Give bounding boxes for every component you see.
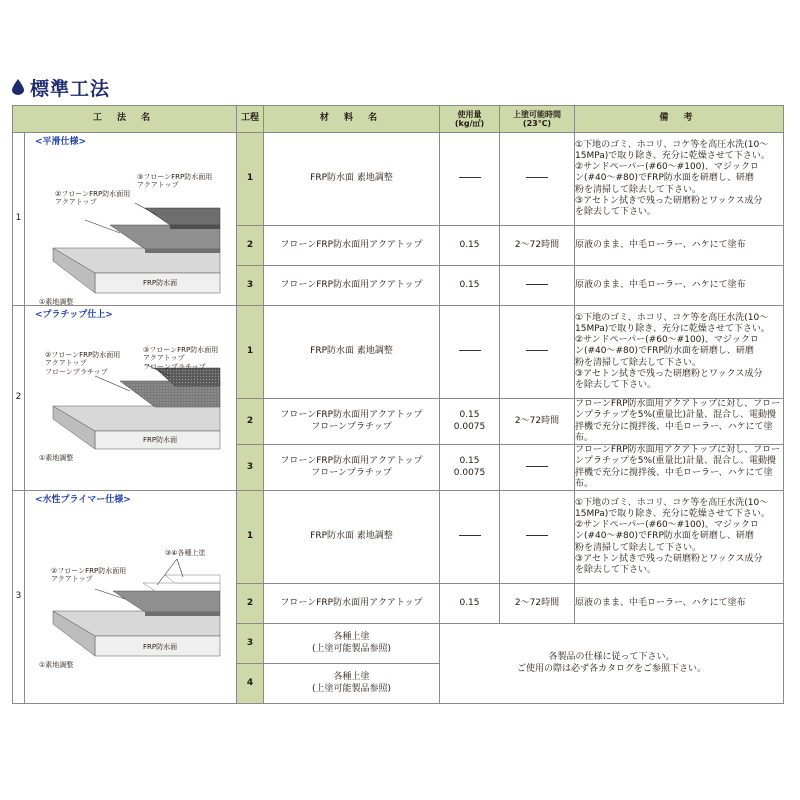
usage-value: 0.15 xyxy=(440,226,500,266)
material-name: 各種上塗 (上塗可能製品参照) xyxy=(264,664,440,704)
dash-mark xyxy=(459,535,481,536)
method-illustration xyxy=(25,306,237,491)
dash-mark xyxy=(526,284,548,285)
material-name: FRP防水面 素地調整 xyxy=(264,133,440,226)
water-drop-icon xyxy=(12,79,24,95)
usage-value xyxy=(440,306,500,399)
step-number: 2 xyxy=(237,584,264,624)
layer-label-bottom: ①素地調整 xyxy=(39,454,74,462)
step-number: 1 xyxy=(237,133,264,226)
page-title: 標準工法 xyxy=(30,77,111,100)
method-number: 1 xyxy=(13,133,25,306)
layer-label-bottom: ①素地調整 xyxy=(39,298,74,306)
dash-mark xyxy=(459,350,481,351)
method-illustration xyxy=(25,133,237,306)
table-row xyxy=(13,133,784,226)
material-name: 各種上塗 (上塗可能製品参照) xyxy=(264,624,440,664)
dash-mark xyxy=(526,466,548,467)
step-number: 2 xyxy=(237,226,264,266)
layer-label-middle: ②フローンFRP防水面用 アクアトップ xyxy=(51,567,127,584)
usage-value: 0.15 0.0075 xyxy=(440,445,500,491)
header-usage: 使用量 (kg/㎡) xyxy=(440,106,500,133)
material-name: フローンFRP防水面用アクアトップ フローンプラチップ xyxy=(264,445,440,491)
recoat-time: 2～72時間 xyxy=(500,399,575,445)
layer-diagram xyxy=(25,133,237,313)
method-illustration xyxy=(25,491,237,704)
remarks-text: 原液のまま、中毛ローラー、ハケにて塗布 xyxy=(575,266,784,306)
dash-mark xyxy=(526,350,548,351)
layer-label-top: ③④各種上塗 xyxy=(165,549,206,557)
header-material: 材 料 名 xyxy=(264,106,440,133)
header-method: 工 法 名 xyxy=(13,106,237,133)
remarks-text: フローンFRP防水面用アクアトップに対し、フロー ンプラチップを5%(重量比)計量、混合し、電動攪 拌機で充分に撹拌後、中毛ローラー、ハケにて塗布。 xyxy=(575,399,784,445)
layer-label-middle: ②フローンFRP防水面用 アクアトップ フローンプラチップ xyxy=(45,351,121,376)
remarks-text: ①下地のゴミ、ホコリ、コケ等を高圧水洗(10～ 15MPa)で取り除き、充分に乾燥させて下さい。 ②サンドペーパー(#60～#100)、マジックロ ン(#40～#80)でFRP防水面を研磨し、研磨 粉を清掃して除去して下さい。 ③アセトン拭きで残った研磨粉とワックス成分 を除去して下さい。 xyxy=(575,306,784,399)
layer-label-middle: ②フローンFRP防水面用 アクアトップ xyxy=(55,190,131,207)
layer-label-top: ③フローンFRP防水面用 アクアトップ xyxy=(137,173,213,190)
layer-label-bottom: ①素地調整 xyxy=(39,661,74,669)
material-name: FRP防水面 素地調整 xyxy=(264,491,440,584)
step-number: 1 xyxy=(237,491,264,584)
remarks-text: 原液のまま、中毛ローラー、ハケにて塗布 xyxy=(575,226,784,266)
table-row xyxy=(13,491,784,584)
dash-mark xyxy=(526,177,548,178)
layer-label-base: FRP防水面 xyxy=(143,436,178,444)
step-number: 4 xyxy=(237,664,264,704)
recoat-time xyxy=(500,266,575,306)
recoat-time: 2～72時間 xyxy=(500,584,575,624)
material-name: フローンFRP防水面用アクアトップ xyxy=(264,226,440,266)
header-recoat-time: 上塗可能時間 (23℃) xyxy=(500,106,575,133)
table-row xyxy=(13,306,784,399)
method-heading: <平滑仕様> xyxy=(35,137,87,147)
table-header-row xyxy=(13,106,784,133)
recoat-time xyxy=(500,445,575,491)
layer-label-base: FRP防水面 xyxy=(143,643,178,651)
step-number: 3 xyxy=(237,445,264,491)
material-name: フローンFRP防水面用アクアトップ xyxy=(264,266,440,306)
layer-label-top: ③フローンFRP防水面用 アクアトップ フローンプラチップ xyxy=(143,346,219,371)
step-number: 1 xyxy=(237,306,264,399)
recoat-time: 2～72時間 xyxy=(500,226,575,266)
recoat-time xyxy=(500,133,575,226)
material-name: FRP防水面 素地調整 xyxy=(264,306,440,399)
header-remarks: 備 考 xyxy=(575,106,784,133)
dash-mark xyxy=(459,177,481,178)
usage-value: 0.15 xyxy=(440,584,500,624)
remarks-text: ①下地のゴミ、ホコリ、コケ等を高圧水洗(10～ 15MPa)で取り除き、充分に乾燥させて下さい。 ②サンドペーパー(#60～#100)、マジックロ ン(#40～#80)でFRP防水面を研磨し、研磨 粉を清掃して除去して下さい。 ③アセトン拭きで残った研磨粉とワックス成分 を除去して下さい。 xyxy=(575,491,784,584)
material-name: フローンFRP防水面用アクアトップ フローンプラチップ xyxy=(264,399,440,445)
recoat-time xyxy=(500,306,575,399)
standard-method-table xyxy=(12,105,784,704)
usage-value xyxy=(440,491,500,584)
usage-value: 0.15 0.0075 xyxy=(440,399,500,445)
method-number: 3 xyxy=(13,491,25,704)
remarks-text: フローンFRP防水面用アクアトップに対し、フロー ンプラチップを5%(重量比)計量、混合し、電動攪 拌機で充分に撹拌後、中毛ローラー、ハケにて塗布。 xyxy=(575,445,784,491)
dash-mark xyxy=(526,535,548,536)
usage-value: 0.15 xyxy=(440,266,500,306)
layer-label-base: FRP防水面 xyxy=(143,279,178,287)
step-number: 3 xyxy=(237,266,264,306)
method-heading: <プラチップ仕上> xyxy=(35,310,113,320)
method-heading: <水性プライマー仕様> xyxy=(35,495,131,505)
remarks-text: ①下地のゴミ、ホコリ、コケ等を高圧水洗(10～ 15MPa)で取り除き、充分に乾燥させて下さい。 ②サンドペーパー(#60～#100)、マジックロ ン(#40～#80)でFRP防水面を研磨し、研磨 粉を清掃して除去して下さい。 ③アセトン拭きで残った研磨粉とワックス成分 を除去して下さい。 xyxy=(575,133,784,226)
header-step: 工程 xyxy=(237,106,264,133)
step-number: 3 xyxy=(237,624,264,664)
remarks-merged: 各製品の仕様に従って下さい。 ご使用の際は必ず各カタログをご参照下さい。 xyxy=(440,624,784,704)
section-title-block xyxy=(12,74,110,100)
recoat-time xyxy=(500,491,575,584)
material-name: フローンFRP防水面用アクアトップ xyxy=(264,584,440,624)
step-number: 2 xyxy=(237,399,264,445)
remarks-text: 原液のまま、中毛ローラー、ハケにて塗布 xyxy=(575,584,784,624)
layer-diagram xyxy=(25,491,237,713)
method-number: 2 xyxy=(13,306,25,491)
usage-value xyxy=(440,133,500,226)
